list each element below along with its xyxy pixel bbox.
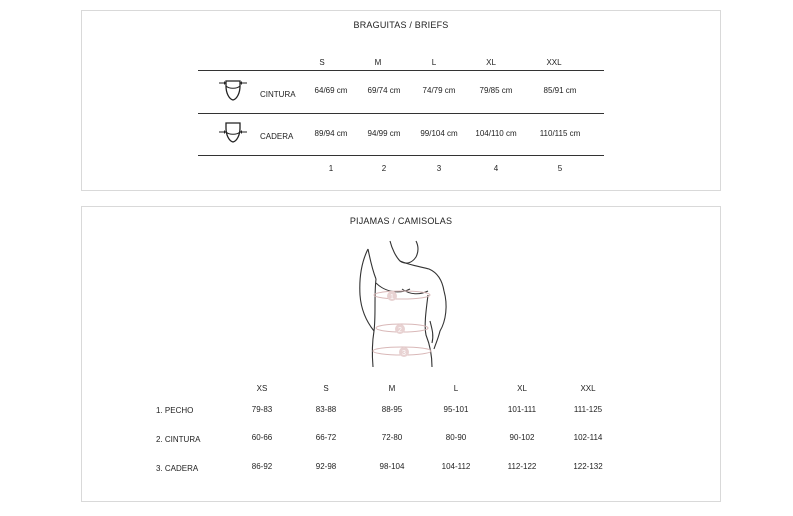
size-header: XL	[517, 384, 527, 393]
row-label-waist: CINTURA	[260, 90, 296, 99]
marker-label: 3	[402, 350, 406, 357]
table-cell: 83-88	[315, 405, 337, 414]
table-cell: 69/74 cm	[367, 86, 401, 95]
size-header: XXL	[546, 58, 562, 67]
table-cell: 79-83	[251, 405, 273, 414]
table-cell: 104/110 cm	[475, 129, 517, 138]
table-cell: 98-104	[379, 462, 405, 471]
size-number: 2	[381, 164, 387, 173]
table-cell: 79/85 cm	[479, 86, 513, 95]
row-label-hip: 3. CADERA	[156, 464, 199, 473]
size-header: L	[453, 384, 459, 393]
size-header: M	[374, 58, 382, 67]
table-cell: 102-114	[573, 433, 603, 442]
row-label-chest: 1. PECHO	[156, 406, 194, 415]
table-cell: 64/69 cm	[314, 86, 348, 95]
table-divider	[198, 113, 604, 114]
table-cell: 112-122	[507, 462, 537, 471]
table-cell: 74/79 cm	[422, 86, 456, 95]
table-cell: 111-125	[573, 405, 603, 414]
waist-measure-icon	[218, 77, 248, 105]
size-number: 3	[436, 164, 442, 173]
size-header: XL	[486, 58, 496, 67]
table-cell: 104-112	[441, 462, 471, 471]
size-header: M	[388, 384, 396, 393]
table-cell: 89/94 cm	[314, 129, 348, 138]
table-cell: 101-111	[507, 405, 537, 414]
size-header: L	[431, 58, 437, 67]
size-header: XXL	[580, 384, 596, 393]
table-cell: 122-132	[573, 462, 603, 471]
pajamas-title: PIJAMAS / CAMISOLAS	[349, 216, 453, 226]
size-header: S	[323, 384, 329, 393]
size-number: 4	[493, 164, 499, 173]
row-label-hip: CADERA	[260, 132, 294, 141]
table-cell: 92-98	[315, 462, 337, 471]
size-number: 5	[557, 164, 563, 173]
marker-label: 1	[390, 294, 394, 301]
row-label-waist: 2. CINTURA	[156, 435, 201, 444]
marker-label: 2	[398, 327, 402, 334]
table-cell: 95-101	[443, 405, 469, 414]
table-cell: 90-102	[509, 433, 535, 442]
briefs-title: BRAGUITAS / BRIEFS	[353, 20, 449, 30]
table-cell: 86-92	[251, 462, 273, 471]
hip-measure-icon	[218, 119, 248, 147]
table-cell: 88-95	[381, 405, 403, 414]
table-cell: 99/104 cm	[420, 129, 458, 138]
size-header: S	[319, 58, 325, 67]
size-number: 1	[328, 164, 334, 173]
table-cell: 66-72	[315, 433, 337, 442]
table-cell: 72-80	[381, 433, 403, 442]
table-cell: 60-66	[251, 433, 273, 442]
table-cell: 85/91 cm	[543, 86, 577, 95]
table-divider	[198, 155, 604, 156]
table-divider	[198, 70, 604, 71]
body-measurement-figure-icon	[354, 239, 454, 369]
table-cell: 110/115 cm	[539, 129, 581, 138]
table-cell: 80-90	[445, 433, 467, 442]
table-cell: 94/99 cm	[367, 129, 401, 138]
pajamas-size-table	[81, 206, 721, 502]
briefs-size-table	[81, 10, 721, 191]
size-header: XS	[256, 384, 268, 393]
